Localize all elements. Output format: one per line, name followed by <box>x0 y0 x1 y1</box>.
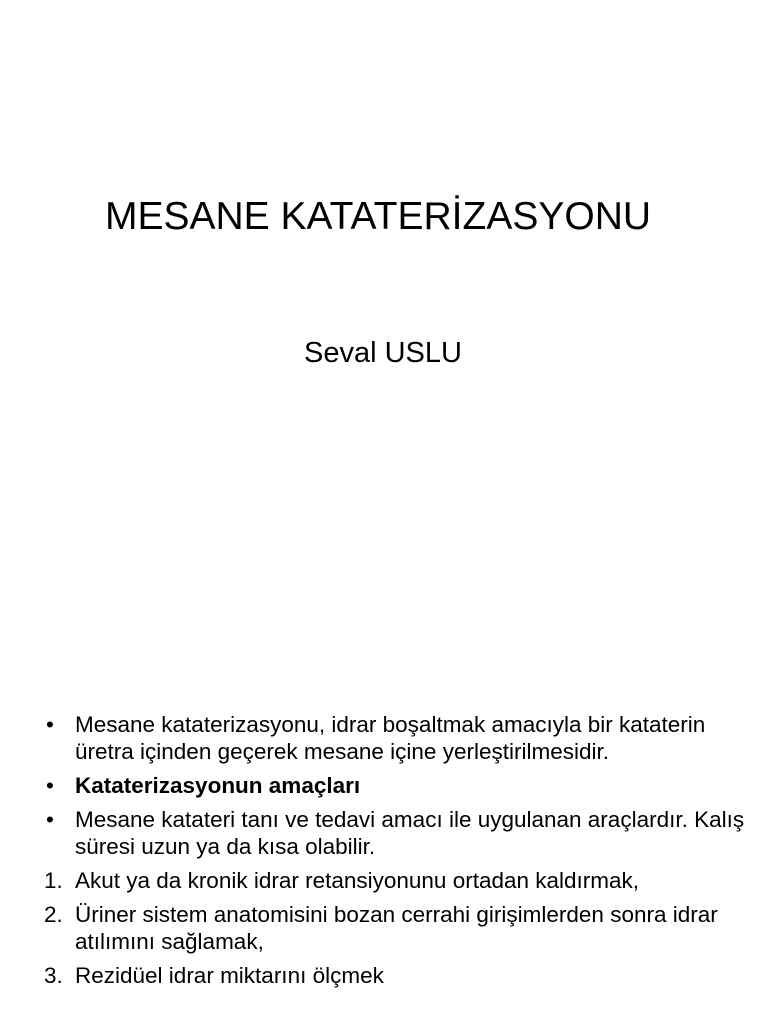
content-list <box>44 711 754 996</box>
number-marker: 3. <box>44 963 63 988</box>
list-item <box>44 711 754 765</box>
list-item <box>44 772 754 799</box>
bullet-marker: • <box>46 807 54 832</box>
numbered-item <box>44 901 754 955</box>
number-marker: 1. <box>44 868 63 893</box>
section-heading: Kataterizasyonun amaçları <box>75 773 361 798</box>
numbered-item <box>44 867 754 894</box>
slide-subtitle: Seval USLU <box>304 337 462 369</box>
list-item-text: Üriner sistem anatomisini bozan cerrahi girişimlerden sonra idrar atılımını sağlamak, <box>75 902 718 954</box>
numbered-item <box>44 962 754 989</box>
slide-title: MESANE KATATERİZASYONU <box>104 195 652 238</box>
list-item <box>44 806 754 860</box>
number-marker: 2. <box>44 902 63 927</box>
list-item-text: Akut ya da kronik idrar retansiyonunu ortadan kaldırmak, <box>75 868 640 893</box>
bullet-marker: • <box>46 712 54 737</box>
list-item-text: Mesane katateri tanı ve tedavi amacı ile uygulanan araçlardır. Kalış süresi uzun ya da kısa olabilir. <box>75 807 745 859</box>
list-item-text: Mesane kataterizasyonu, idrar boşaltmak amacıyla bir kataterin üretra içinden geçerek mesane içine yerleştirilmesidir. <box>75 712 706 764</box>
bullet-marker: • <box>46 773 54 798</box>
list-item-text: Rezidüel idrar miktarını ölçmek <box>75 963 384 988</box>
